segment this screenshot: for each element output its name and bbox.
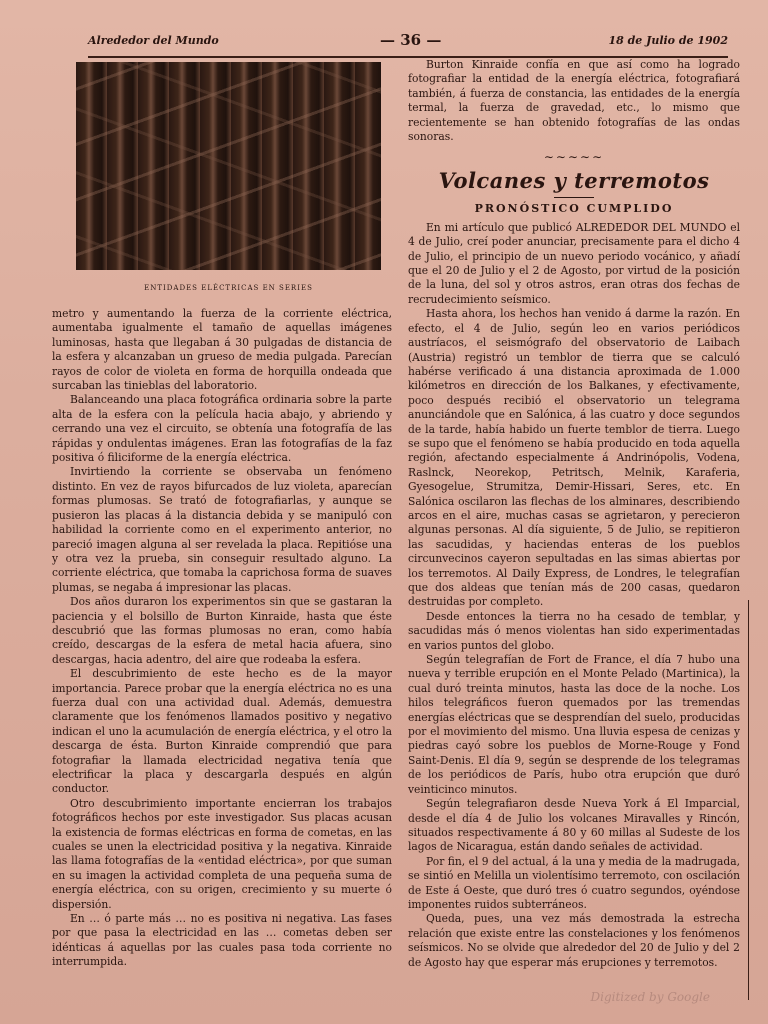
running-head <box>88 31 728 58</box>
paragraph: En … ó parte más … no es positiva ni negativa. Las fases por que pasa la electricidad en las … cometas deben ser idénticas á aquellas por las cuales pasa toda corriente no interrumpida. <box>52 912 392 969</box>
page-edge-line <box>748 600 749 1000</box>
electric-entities-photograph <box>76 62 381 270</box>
publication-name: Alrededor del Mundo <box>88 34 219 47</box>
figure-caption: ENTIDADES ELÉCTRICAS EN SERIES <box>144 284 313 292</box>
paragraph: Hasta ahora, los hechos han venido á darme la razón. En efecto, el 4 de Julio, según leo en varios periódicos austríacos, el seismógrafo del observatorio de Laibach (Austria) registró un temblor de tierra que se calculó habérse verificado á una distancia aproximada de 1.000 kilómetros en dirección de los Balkanes, y efectivamente, poco después recibió el observatorio un telegrama anunciándole que en Salónica, á las cuatro y doce segundos de la tarde, había habido un fuerte temblor de tierra. Luego se supo que el fenómeno se había producido en toda aquella región, afectando especialmente á Andrinópolis, Vodena, Raslnck, Neorekop, Petritsch, Melnik, Karaferia, Gyesogelue, Strumitza, Demir-Hissari, Seres, etc. En Salónica oscilaron las flechas de los alminares, describiendo arcos en el aire, muchas casas se agrietaron, y perecieron algunas personas. Al día siguiente, 5 de Julio, se repitieron las sacudidas, y haciendas enteras de los pueblos circunvecinos cayeron sepultadas en las simas abiertas por los terremotos. Al Daily Express, de Londres, le telegrafían que dos aldeas que tenían más de 200 casas, quedaron destruidas por completo. <box>408 307 740 609</box>
paragraph: Según telegrafían de Fort de France, el día 7 hubo una nueva y terrible erupción en el Monte Pelado (Martinica), la cual duró treinta minutos, hasta las doce de la noche. Los hilos telegráficos fueron quemados por las tremendas energías eléctricas que se desprendían del suelo, producidas por el movimiento del mismo. Una lluvia espesa de cenizas y piedras cayó sobre los pueblos de Morne-Rouge y Fond Saint-Denis. El día 9, según se desprende de los telegramas de los periódicos de París, hubo otra erupción que duró veinticinco minutos. <box>408 653 740 796</box>
paragraph: El descubrimiento de este hecho es de la mayor importancia. Parece probar que la energía eléctrica no es una fuerza dual con una actividad dual. Además, demuestra claramente que los fenómenos llamados positivo y negativo indican el uno la acumulación de energía eléctrica, y el otro la descarga de ésta. Burton Kinraide comprendió que para fotografiar la llamada electricidad negativa tenía que electrificar la placa y descargarla después en algún conductor. <box>52 667 392 796</box>
left-column <box>52 307 392 970</box>
paragraph: En mi artículo que publicó ALREDEDOR DEL MUNDO el 4 de Julio, creí poder anunciar, precisamente para el dicho 4 de Julio, el principio de un nuevo periodo vocánico, y añadí que el 20 de Julio y el 2 de Agosto, por virtud de la posición de la luna, del sol y otros astros, eran otras dos fechas de recrudecimiento seísmico. <box>408 220 740 306</box>
title-rule <box>554 197 594 198</box>
issue-date: 18 de Julio de 1902 <box>608 34 728 47</box>
paragraph: Según telegrafiaron desde Nueva York á El Imparcial, desde el día 4 de Julio los volcanes Miravalles y Rincón, situados respectivamente á 80 y 60 millas al Sudeste de los lagos de Nicaragua, están dando señales de actividad. <box>408 797 740 854</box>
paragraph: Dos años duraron los experimentos sin que se gastaran la paciencia y el bolsillo de Burton Kinraide, hasta que éste descubrió que las formas plumosas no eran, como había creído, descargas de la esfera de metal hacia afuera, sino descargas, hacia adentro, del aire que rodeaba la esfera. <box>52 595 392 666</box>
page-number: — 36 — <box>380 31 442 49</box>
section-ornament: ∼∼∼∼∼ <box>543 150 605 165</box>
paragraph: metro y aumentando la fuerza de la corriente eléctrica, aumentaba igualmente el tamaño de aquellas imágenes luminosas, hasta que llegaban á 30 pulgadas de distancia de la esfera y alcanzaban un grueso de media pulgada. Parecían rayos de color de violeta en forma de horquilla ondeada que surcaban las tinieblas del laboratorio. <box>52 307 392 393</box>
paragraph: Por fin, el 9 del actual, á la una y media de la madrugada, se sintió en Melilla un violentísimo terremoto, con oscilación de Este á Oeste, que duró tres ó cuatro segundos, oyéndose imponentes ruidos subterráneos. <box>408 854 740 911</box>
digitization-watermark: Digitized by Google <box>590 990 710 1004</box>
photo-streaks-layer <box>76 62 381 270</box>
right-column <box>408 58 740 970</box>
section-subtitle: PRONÓSTICO CUMPLIDO <box>474 201 674 215</box>
paragraph: Balanceando una placa fotográfica ordinaria sobre la parte alta de la esfera con la película hacia abajo, y abriendo y cerrando una vez el circuito, se obtenía una fotografía de las rápidas y ondulentas imágenes. Eran las fotografías de la faz positiva ó filiciforme de la energía eléctrica. <box>52 393 392 465</box>
section-title: Volcanes y terremotos <box>438 167 710 193</box>
paragraph: Desde entonces la tierra no ha cesado de temblar, y sacudidas más ó menos violentas han sido experimentadas en varios puntos del globo. <box>408 609 740 652</box>
intro-paragraph: Burton Kinraide confía en que así como ha logrado fotografiar la entidad de la energía eléctrica, fotografiará también, á fuerza de constancia, las entidades de la energía termal, la fuerza de gravedad, etc., lo mismo que recientemente se han obtenido fotografías de las ondas sonoras. <box>408 58 740 144</box>
paragraph: Otro descubrimiento importante encierran los trabajos fotográficos hechos por este investigador. Sus placas acusan la existencia de formas eléctricas en forma de cometas, en las cuales se unen la electricidad positiva y la negativa. Kinraide las llama fotografías de la «entidad eléctrica», por que suman en su imagen la actividad completa de una pequeña suma de energía eléctrica, con su origen, crecimiento y su muerte ó dispersión. <box>52 796 392 911</box>
paragraph: Invirtiendo la corriente se observaba un fenómeno distinto. En vez de rayos bifurcados de luz violeta, aparecían formas plumosas. Se trató de fotografiarlas, y aunque se pusieron las placas á la distancia debida y se manipuló con habilidad la corriente como en el experimento anterior, no pareció imagen alguna al ser revelada la placa. Repitióse una y otra vez la prueba, sin conseguir resultado alguno. La corriente eléctrica, que tomaba la caprichosa forma de suaves plumas, se negaba á impresionar las placas. <box>52 465 392 594</box>
paragraph: Queda, pues, una vez más demostrada la estrecha relación que existe entre las constelaciones y los fenómenos seísmicos. No se olvide que alrededor del 20 de Julio y del 2 de Agosto hay que esperar más erupciones y terremotos. <box>408 912 740 969</box>
